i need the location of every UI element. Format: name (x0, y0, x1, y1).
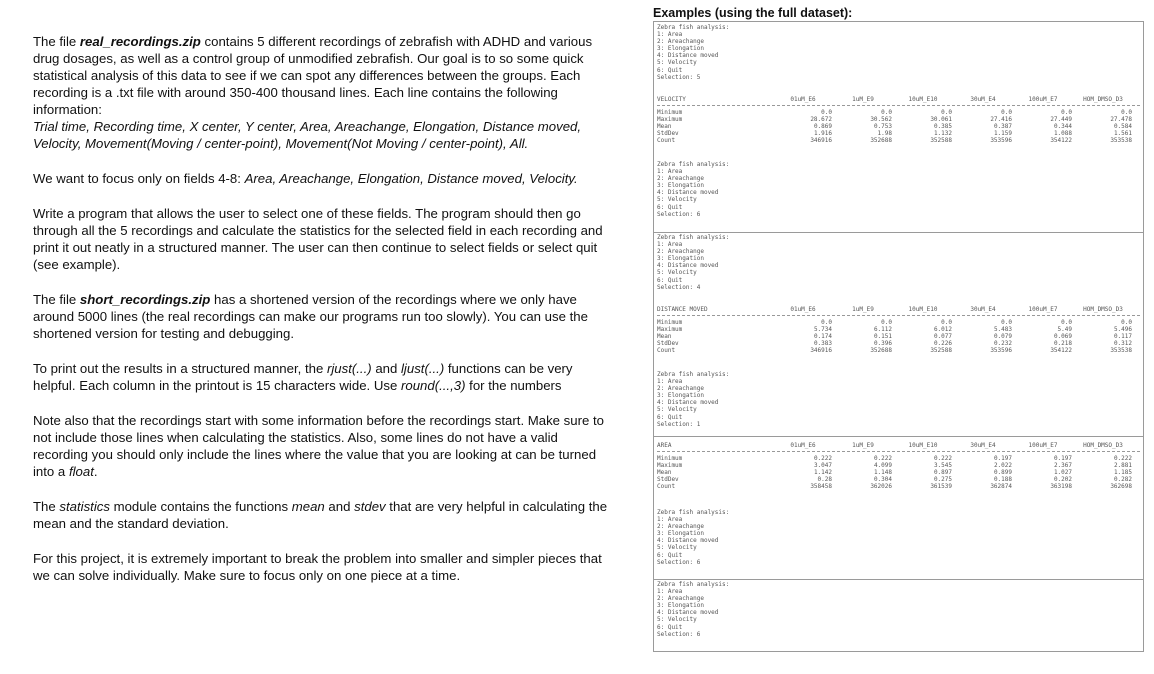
column-header: 10uM_E10 (908, 442, 938, 449)
stat-value: 27.416 (990, 116, 1012, 124)
selection-line: Selection: 4 (657, 283, 701, 291)
stat-value: 0.202 (1053, 476, 1072, 484)
menu-item: 3: Elongation (657, 45, 704, 53)
menu-item: 4: Distance moved (657, 189, 719, 197)
menu-item: 5: Velocity (657, 196, 697, 204)
text: The file (33, 292, 80, 307)
stat-value: 362698 (1110, 483, 1132, 491)
separator (654, 436, 1143, 437)
menu-item: 5: Velocity (657, 544, 697, 552)
stats-table (654, 96, 1143, 145)
stat-value: 0.226 (933, 340, 952, 348)
paragraph-overview (33, 33, 616, 152)
stat-value: 363198 (1050, 483, 1072, 491)
menu-item: 2: Areachange (657, 385, 704, 393)
stats-table-header (654, 442, 1143, 449)
menu-item: 3: Elongation (657, 602, 704, 610)
stat-value: 362874 (990, 483, 1012, 491)
stat-value: 0.222 (873, 455, 892, 463)
menu-header: Zebra fish analysis: (657, 581, 730, 588)
selection-line: Selection: 1 (657, 420, 701, 428)
stat-value: 0.188 (993, 476, 1012, 484)
paragraph-break-down: For this project, it is extremely important to break the problem into smaller and simpler pieces that we can solve individually. Make sure to focus only on one piece at a time. (33, 551, 602, 583)
menu-item: 4: Distance moved (657, 609, 719, 617)
stat-value: 353538 (1110, 137, 1132, 145)
column-header: 1uM_E9 (852, 96, 874, 103)
paragraph-task: Write a program that allows the user to select one of these fields. The program should then go through all the 5 recordings and calculate the statistics for the selected field in each recording and print it out neatly in a structured manner. The user can then continue to select fields or select quit (see example). (33, 206, 603, 272)
stats-row (654, 347, 1143, 354)
stat-value: 5.496 (1113, 326, 1132, 334)
column-header: 1uM_E9 (852, 442, 874, 449)
menu-item: 2: Areachange (657, 523, 704, 531)
selection-line: Selection: 5 (657, 73, 701, 81)
stat-value: 0.077 (933, 333, 952, 341)
row-label: Mean (657, 333, 672, 341)
stat-value: 3.545 (933, 462, 952, 470)
text: and (324, 499, 355, 514)
row-label: Count (657, 137, 676, 145)
stat-value: 2.367 (1053, 462, 1072, 470)
stat-value: 354122 (1050, 137, 1072, 145)
text: for the numbers (465, 378, 562, 393)
stat-value: 0.385 (933, 123, 952, 131)
stats-row (654, 462, 1143, 469)
text: The file (33, 34, 80, 49)
row-label: StdDev (657, 130, 679, 138)
menu-item: 6: Quit (657, 66, 683, 74)
stat-value: 0.869 (813, 123, 832, 131)
code-mean: mean (291, 499, 325, 514)
stat-value: 6.112 (873, 326, 892, 334)
stat-value: 0.387 (993, 123, 1012, 131)
menu-item: 1: Area (657, 31, 683, 39)
stat-value: 28.672 (810, 116, 832, 124)
row-label: Maximum (657, 326, 683, 334)
separator (654, 579, 1143, 580)
stat-value: 4.099 (873, 462, 892, 470)
row-label: Minimum (657, 109, 683, 117)
code-stdev: stdev (354, 499, 386, 514)
stat-value: 0.0 (881, 319, 892, 327)
stat-value: 0.218 (1053, 340, 1072, 348)
stat-value: 0.222 (1113, 455, 1132, 463)
column-header: 30uM_E4 (970, 442, 996, 449)
row-label: Maximum (657, 462, 683, 470)
stat-value: 352588 (930, 137, 952, 145)
text: . (93, 464, 98, 479)
stat-value: 0.0 (821, 319, 832, 327)
menu-item: 6: Quit (657, 623, 683, 631)
stat-value: 30.562 (870, 116, 892, 124)
examples-title: Examples (using the full dataset): (653, 6, 853, 20)
stat-value: 0.0 (881, 109, 892, 117)
selection-line: Selection: 6 (657, 630, 701, 638)
menu-item: 6: Quit (657, 551, 683, 559)
selection-line: Selection: 6 (657, 558, 701, 566)
stat-value: 6.012 (933, 326, 952, 334)
stat-value: 0.079 (993, 333, 1012, 341)
stats-row (654, 340, 1143, 347)
row-label: StdDev (657, 476, 679, 484)
menu-item: 6: Quit (657, 276, 683, 284)
menu-item: 4: Distance moved (657, 537, 719, 545)
column-header: 01uM_E6 (790, 96, 816, 103)
stat-value: 0.304 (873, 476, 892, 484)
menu-item: 2: Areachange (657, 175, 704, 183)
code-ljust: ljust(...) (401, 361, 445, 376)
row-label: Count (657, 483, 676, 491)
stat-value: 5.49 (1057, 326, 1072, 334)
examples-terminal-output (653, 21, 1144, 652)
menu-item: 3: Elongation (657, 392, 704, 400)
menu-item: 1: Area (657, 378, 683, 386)
menu-item: 6: Quit (657, 413, 683, 421)
stats-row (654, 130, 1143, 137)
menu-header: Zebra fish analysis: (657, 234, 730, 241)
filename-short-recordings: short_recordings.zip (79, 292, 211, 307)
field-name: DISTANCE MOVED (657, 306, 708, 313)
stats-table (654, 442, 1143, 491)
stat-value: 352688 (870, 137, 892, 145)
stat-value: 0.232 (993, 340, 1012, 348)
stat-value: 353596 (990, 137, 1012, 145)
stat-value: 1.916 (813, 130, 832, 138)
menu-item: 3: Elongation (657, 530, 704, 538)
stat-value: 0.069 (1053, 333, 1072, 341)
column-header: HOM_DMSO_D3 (1083, 442, 1123, 449)
stat-value: 3.047 (813, 462, 832, 470)
dashed-rule (657, 315, 1140, 316)
stat-value: 0.151 (873, 333, 892, 341)
stat-value: 0.0 (821, 109, 832, 117)
text: and (371, 361, 401, 376)
stats-row (654, 476, 1143, 483)
menu-block (654, 509, 1143, 566)
stat-value: 0.0 (1121, 319, 1132, 327)
column-header: 100uM_E7 (1028, 306, 1058, 313)
text: Note also that the recordings start with some information before the recordings start. Make sure to not include those lines when calculating the statistics. Also, some lines do not have a valid recording you should only include the lines where the value that you are looking at can be turned into a (33, 413, 604, 479)
menu-item: 3: Elongation (657, 255, 704, 263)
code-rjust: rjust(...) (326, 361, 372, 376)
row-label: StdDev (657, 340, 679, 348)
text: that are very helpful in calculating the mean and the standard deviation. (33, 499, 608, 531)
stat-value: 358458 (810, 483, 832, 491)
menu-item: 1: Area (657, 241, 683, 249)
menu-item: 1: Area (657, 168, 683, 176)
field-list: Trial time, Recording time, X center, Y center, Area, Areachange, Elongation, Distance moved, Velocity, Movement(Moving / center-point), Movement(Not Moving / center-point), All. (33, 119, 582, 151)
stat-value: 353596 (990, 347, 1012, 355)
menu-item: 2: Areachange (657, 595, 704, 603)
column-header: 01uM_E6 (790, 442, 816, 449)
menu-item: 1: Area (657, 516, 683, 524)
stat-value: 0.275 (933, 476, 952, 484)
stat-value: 1.132 (933, 130, 952, 138)
menu-item: 2: Areachange (657, 248, 704, 256)
stat-value: 5.483 (993, 326, 1012, 334)
stat-value: 0.584 (1113, 123, 1132, 131)
menu-block (654, 161, 1143, 218)
text: We want to focus only on fields 4-8: (33, 171, 245, 186)
row-label: Mean (657, 469, 672, 477)
paragraph-short-recordings (33, 291, 616, 342)
menu-item: 6: Quit (657, 203, 683, 211)
column-header: 01uM_E6 (790, 306, 816, 313)
menu-item: 1: Area (657, 588, 683, 596)
menu-item: 5: Velocity (657, 406, 697, 414)
column-header: 1uM_E9 (852, 306, 874, 313)
stat-value: 361539 (930, 483, 952, 491)
stats-row (654, 333, 1143, 340)
text: To print out the results in a structured manner, the (33, 361, 327, 376)
stat-value: 0.753 (873, 123, 892, 131)
code-round: round(...,3) (400, 378, 466, 393)
stat-value: 0.344 (1053, 123, 1072, 131)
menu-header: Zebra fish analysis: (657, 161, 730, 168)
stat-value: 0.312 (1113, 340, 1132, 348)
stat-value: 0.0 (1061, 319, 1072, 327)
column-header: HOM_DMSO_D3 (1083, 96, 1123, 103)
menu-item: 5: Velocity (657, 59, 697, 67)
text: functions can be very helpful. Each column in the printout is 15 characters wide. Use (33, 361, 573, 393)
stat-value: 0.897 (933, 469, 952, 477)
stat-value: 1.561 (1113, 130, 1132, 138)
column-header: HOM_DMSO_D3 (1083, 306, 1123, 313)
stats-row (654, 326, 1143, 333)
stat-value: 1.148 (873, 469, 892, 477)
stat-value: 1.185 (1113, 469, 1132, 477)
paragraph-formatting (33, 360, 616, 394)
stat-value: 0.282 (1113, 476, 1132, 484)
stat-value: 0.117 (1113, 333, 1132, 341)
menu-block (654, 371, 1143, 428)
selection-line: Selection: 6 (657, 210, 701, 218)
stats-row (654, 137, 1143, 144)
code-statistics: statistics (59, 499, 110, 514)
text: module contains the functions (109, 499, 292, 514)
stat-value: 0.0 (941, 319, 952, 327)
stat-value: 0.899 (993, 469, 1012, 477)
dashed-rule (657, 451, 1140, 452)
stats-row (654, 483, 1143, 490)
code-float: float (68, 464, 94, 479)
stat-value: 0.383 (813, 340, 832, 348)
stat-value: 1.142 (813, 469, 832, 477)
stat-value: 0.197 (993, 455, 1012, 463)
stats-row (654, 109, 1143, 116)
stat-value: 362026 (870, 483, 892, 491)
paragraph-focus-fields (33, 170, 616, 187)
stat-value: 2.881 (1113, 462, 1132, 470)
paragraph-invalid-lines (33, 412, 616, 480)
stat-value: 0.174 (813, 333, 832, 341)
stats-row (654, 319, 1143, 326)
row-label: Mean (657, 123, 672, 131)
menu-item: 2: Areachange (657, 38, 704, 46)
column-header: 10uM_E10 (908, 306, 938, 313)
column-header: 100uM_E7 (1028, 96, 1058, 103)
instructions-text (33, 33, 616, 584)
menu-item: 5: Velocity (657, 269, 697, 277)
column-header: 30uM_E4 (970, 96, 996, 103)
row-label: Minimum (657, 455, 683, 463)
stat-value: 27.449 (1050, 116, 1072, 124)
dashed-rule (657, 105, 1140, 106)
stat-value: 1.088 (1053, 130, 1072, 138)
stat-value: 1.027 (1053, 469, 1072, 477)
field-name: AREA (657, 442, 672, 449)
stat-value: 0.197 (1053, 455, 1072, 463)
menu-item: 4: Distance moved (657, 52, 719, 60)
menu-header: Zebra fish analysis: (657, 371, 730, 378)
text: contains 5 different recordings of zebrafish with ADHD and various drug dosages, as well as a control group of unmodified zebrafish. Our goal is to so some quick statistical analysis of this data to see if we can spot any differences between the groups. Each recording is a .txt file with around 350-400 thousand lines. Each line contains the following information: (33, 34, 593, 117)
stat-value: 1.98 (877, 130, 892, 138)
menu-header: Zebra fish analysis: (657, 24, 730, 31)
focus-field-list: Area, Areachange, Elongation, Distance moved, Velocity. (244, 171, 578, 186)
menu-item: 4: Distance moved (657, 262, 719, 270)
menu-item: 3: Elongation (657, 182, 704, 190)
stat-value: 0.28 (817, 476, 832, 484)
stat-value: 0.222 (813, 455, 832, 463)
menu-item: 4: Distance moved (657, 399, 719, 407)
stat-value: 1.159 (993, 130, 1012, 138)
column-header: 10uM_E10 (908, 96, 938, 103)
stat-value: 0.0 (941, 109, 952, 117)
row-label: Minimum (657, 319, 683, 327)
column-header: 30uM_E4 (970, 306, 996, 313)
stat-value: 0.396 (873, 340, 892, 348)
menu-item: 5: Velocity (657, 616, 697, 624)
stat-value: 27.478 (1110, 116, 1132, 124)
menu-block (654, 234, 1143, 291)
stats-table-header (654, 306, 1143, 313)
stat-value: 0.222 (933, 455, 952, 463)
filename-real-recordings: real_recordings.zip (79, 34, 201, 49)
stat-value: 0.0 (1061, 109, 1072, 117)
stats-table (654, 306, 1143, 355)
stat-value: 352588 (930, 347, 952, 355)
menu-block (654, 24, 1143, 81)
row-label: Count (657, 347, 676, 355)
column-header: 100uM_E7 (1028, 442, 1058, 449)
text: has a shortened version of the recordings where we only have around 5000 lines (the real recordings can make our programs run too slowly). You can use the shortened version for testing and debugging. (33, 292, 588, 341)
paragraph-statistics-module (33, 498, 616, 532)
stats-row (654, 116, 1143, 123)
stats-table-header (654, 96, 1143, 103)
stat-value: 0.0 (1121, 109, 1132, 117)
stat-value: 0.0 (1001, 109, 1012, 117)
stat-value: 2.022 (993, 462, 1012, 470)
row-label: Maximum (657, 116, 683, 124)
menu-header: Zebra fish analysis: (657, 509, 730, 516)
stats-row (654, 123, 1143, 130)
stat-value: 346916 (810, 137, 832, 145)
stat-value: 5.734 (813, 326, 832, 334)
stat-value: 346916 (810, 347, 832, 355)
text: The (33, 499, 60, 514)
stat-value: 30.061 (930, 116, 952, 124)
stat-value: 354122 (1050, 347, 1072, 355)
stats-row (654, 469, 1143, 476)
separator (654, 232, 1143, 233)
stat-value: 353538 (1110, 347, 1132, 355)
stats-row (654, 455, 1143, 462)
stat-value: 0.0 (1001, 319, 1012, 327)
field-name: VELOCITY (657, 96, 686, 103)
stat-value: 352688 (870, 347, 892, 355)
menu-block (654, 581, 1143, 638)
